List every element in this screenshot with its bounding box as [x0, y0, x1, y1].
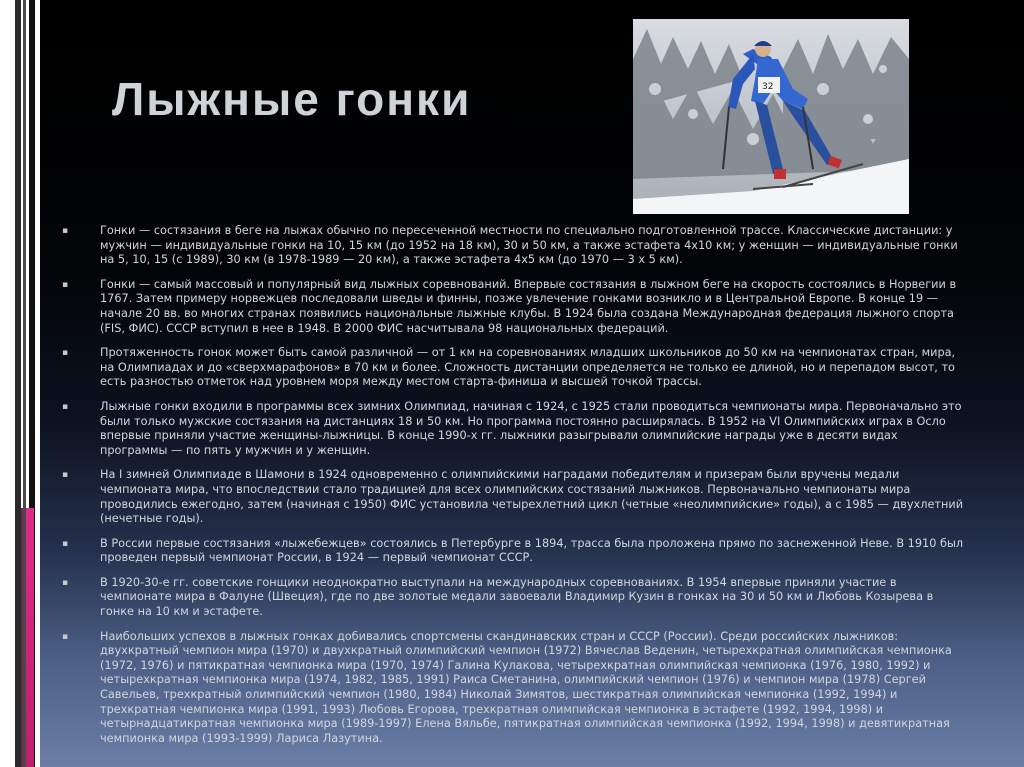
- bullet-item: ▪ Лыжные гонки входили в программы всех зимних Олимпиад, начиная с 1924, с 1925 стали проводиться чемпионаты мира. Первоначально это были только мужские состязания на дистанциях 18 и 50 км. Но программа постоянно расширялась. В 1952 на VI Олимпийских играх в Осло впервые приняли участие женщины-лыжницы. В конце 1990-х гг. лыжники разыгрывали олимпийские награды уже в десяти видах программы — по пять у мужчин и у женщин.: [62, 400, 968, 458]
- slide-title: Лыжные гонки: [112, 73, 472, 125]
- bullet-item: ▪ Гонки — состязания в беге на лыжах обычно по пересеченной местности по специально подготовленной трассе. Классические дистанции: у мужчин — индивидуальные гонки на 10, 15 км (до 1952 на 18 км), 30 и 50 км, а также эстафета 4х10 км; у женщин — индивидуальные гонки на 5, 10, 15 (с 1989), 30 км (в 1978-1989 — 20 км), а также эстафета 4х5 км (до 1970 — 3 х 5 км).: [62, 224, 968, 268]
- bullet-item: ▪ Протяженность гонок может быть самой различной — от 1 км на соревнованиях младших школьников до 50 км на чемпионатах стран, мира, на Олимпиадах и до «сверхмарафонов» в 70 км и более. Сложность дистанции определяется не только ее длиной, но и перепадом высот, то есть разностью отметок над уровнем моря между местом старта-финиша и высшей точкой трассы.: [62, 346, 968, 390]
- decor-accent-bar: [21, 508, 23, 767]
- slide: [40, 0, 1024, 767]
- decor-accent-bar: [26, 508, 34, 767]
- skier-photo: [633, 19, 909, 214]
- bullet-item: ▪ В России первые состязания «лыжебежцев» состоялись в Петербурге в 1894, трасса была проложена прямо по заснеженной Неве. В 1910 был проведен первый чемпионат России, в 1924 — первый чемпионат СССР.: [62, 537, 968, 566]
- skier-image: [633, 19, 909, 214]
- bullet-item: ▪ Наибольших успехов в лыжных гонках добивались спортсмены скандинавских стран и СССР (России). Среди российских лыжников: двухкратный чемпион мира (1970) и двухкратный олимпийский чемпион (1972) Вячеслав Веденин, четырехкратная олимпийская чемпионка (1972, 1976) и пятикратная чемпионка мира (1970, 1974) Галина Кулакова, четырехкратная олимпийская чемпионка (1976, 1980, 1992) и четырехкратная чемпионка мира (1974, 1982, 1985, 1991) Раиса Сметанина, олимпийский чемпион (1976) и чемпион мира (1978) Сергей Савельев, трехкратный олимпийский чемпион (1980, 1984) Николай Зимятов, шестикратная олимпийская чемпионка (1992, 1994) и трехкратная чемпионка мира (1991, 1993) Любовь Егорова, трехкратная олимпийская чемпионка в эстафете (1992, 1994, 1998) и четырнадцатикратная чемпионка мира (1989-1997) Елена Вяльбе, пятикратная олимпийская чемпионка (1992, 1994, 1998) и девятикратная чемпионка мира (1993-1999) Лариса Лазутина.: [62, 630, 968, 747]
- bullet-list: [62, 224, 968, 756]
- bullet-item: ▪ В 1920-30-е гг. советские гонщики неоднократно выступали на международных соревнованиях. В 1954 впервые приняли участие в чемпионате мира в Фалуне (Швеция), где по две золотые медали завоевали Владимир Кузин в гонках на 30 и 50 км и Любовь Козырева в гонке на 10 км и эстафете.: [62, 576, 968, 620]
- bib-number: 32: [762, 82, 774, 92]
- side-decoration: [0, 0, 40, 767]
- bullet-item: ▪ На I зимней Олимпиаде в Шамони в 1924 одновременно с олимпийскими наградами победителям и призерам были вручены медали чемпионата мира, что впоследствии стало традицией для всех олимпийских состязаний лыжников. Первоначально чемпионаты мира проводились ежегодно, затем (начиная с 1950) ФИС установила четырехлетний цикл (четные «неолимпийские» годы), а с 1985 — двухлетний (нечетные годы).: [62, 468, 968, 526]
- bullet-item: ▪ Гонки — самый массовый и популярный вид лыжных соревнований. Впервые состязания в лыжном беге на скорость состоялись в Норвегии в 1767. Затем примеру норвежцев последовали шведы и финны, позже увлечение гонками возникло и в Центральной Европе. В конце 19 — начале 20 вв. во многих странах появились национальные лыжные клубы. В 1924 была создана Международная федерация лыжного спорта (FIS, ФИС). СССР вступил в нее в 1948. В 2000 ФИС насчитывала 98 национальных федераций.: [62, 278, 968, 336]
